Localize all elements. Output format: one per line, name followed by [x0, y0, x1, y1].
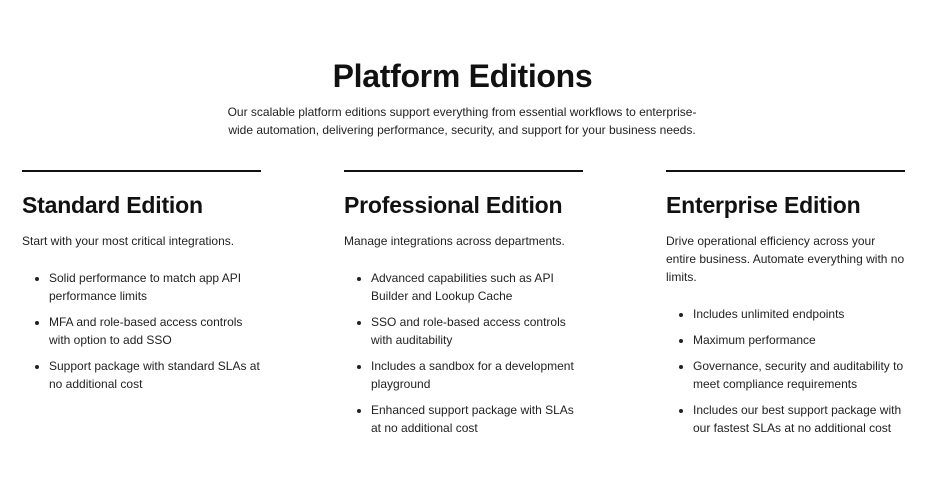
- feature-item: • Governance, security and auditability to meet compliance requirements: [693, 357, 905, 393]
- feature-list: [22, 269, 261, 393]
- divider: [22, 170, 261, 172]
- edition-card-enterprise: [666, 170, 905, 445]
- feature-item: • Includes a sandbox for a development playground: [371, 357, 583, 393]
- divider: [666, 170, 905, 172]
- feature-item: • Advanced capabilities such as API Builder and Lookup Cache: [371, 269, 583, 305]
- feature-item: • MFA and role-based access controls with option to add SSO: [49, 313, 261, 349]
- feature-item: • Maximum performance: [693, 331, 905, 349]
- edition-title: Professional Edition: [344, 192, 563, 218]
- feature-list: [344, 269, 583, 437]
- feature-item: • SSO and role-based access controls with auditability: [371, 313, 583, 349]
- feature-list: [666, 305, 905, 437]
- divider: [344, 170, 583, 172]
- edition-description: Drive operational efficiency across your entire business. Automate everything with no limits.: [666, 234, 905, 284]
- feature-item: • Includes unlimited endpoints: [693, 305, 905, 323]
- edition-card-professional: [344, 170, 583, 445]
- feature-item: • Enhanced support package with SLAs at no additional cost: [371, 401, 583, 437]
- edition-description: Start with your most critical integrations.: [22, 234, 235, 248]
- edition-card-standard: [22, 170, 261, 401]
- feature-item: • Solid performance to match app API performance limits: [49, 269, 261, 305]
- feature-item: • Support package with standard SLAs at no additional cost: [49, 357, 261, 393]
- edition-title: Enterprise Edition: [666, 192, 861, 218]
- edition-title: Standard Edition: [22, 192, 203, 218]
- page-title: Platform Editions: [332, 58, 593, 94]
- page-subtitle: Our scalable platform editions support everything from essential workflows to enterprise-wide automation, delivering performance, security, and support for your business needs.: [227, 105, 697, 137]
- feature-item: • Includes our best support package with our fastest SLAs at no additional cost: [693, 401, 905, 437]
- edition-description: Manage integrations across departments.: [344, 234, 565, 248]
